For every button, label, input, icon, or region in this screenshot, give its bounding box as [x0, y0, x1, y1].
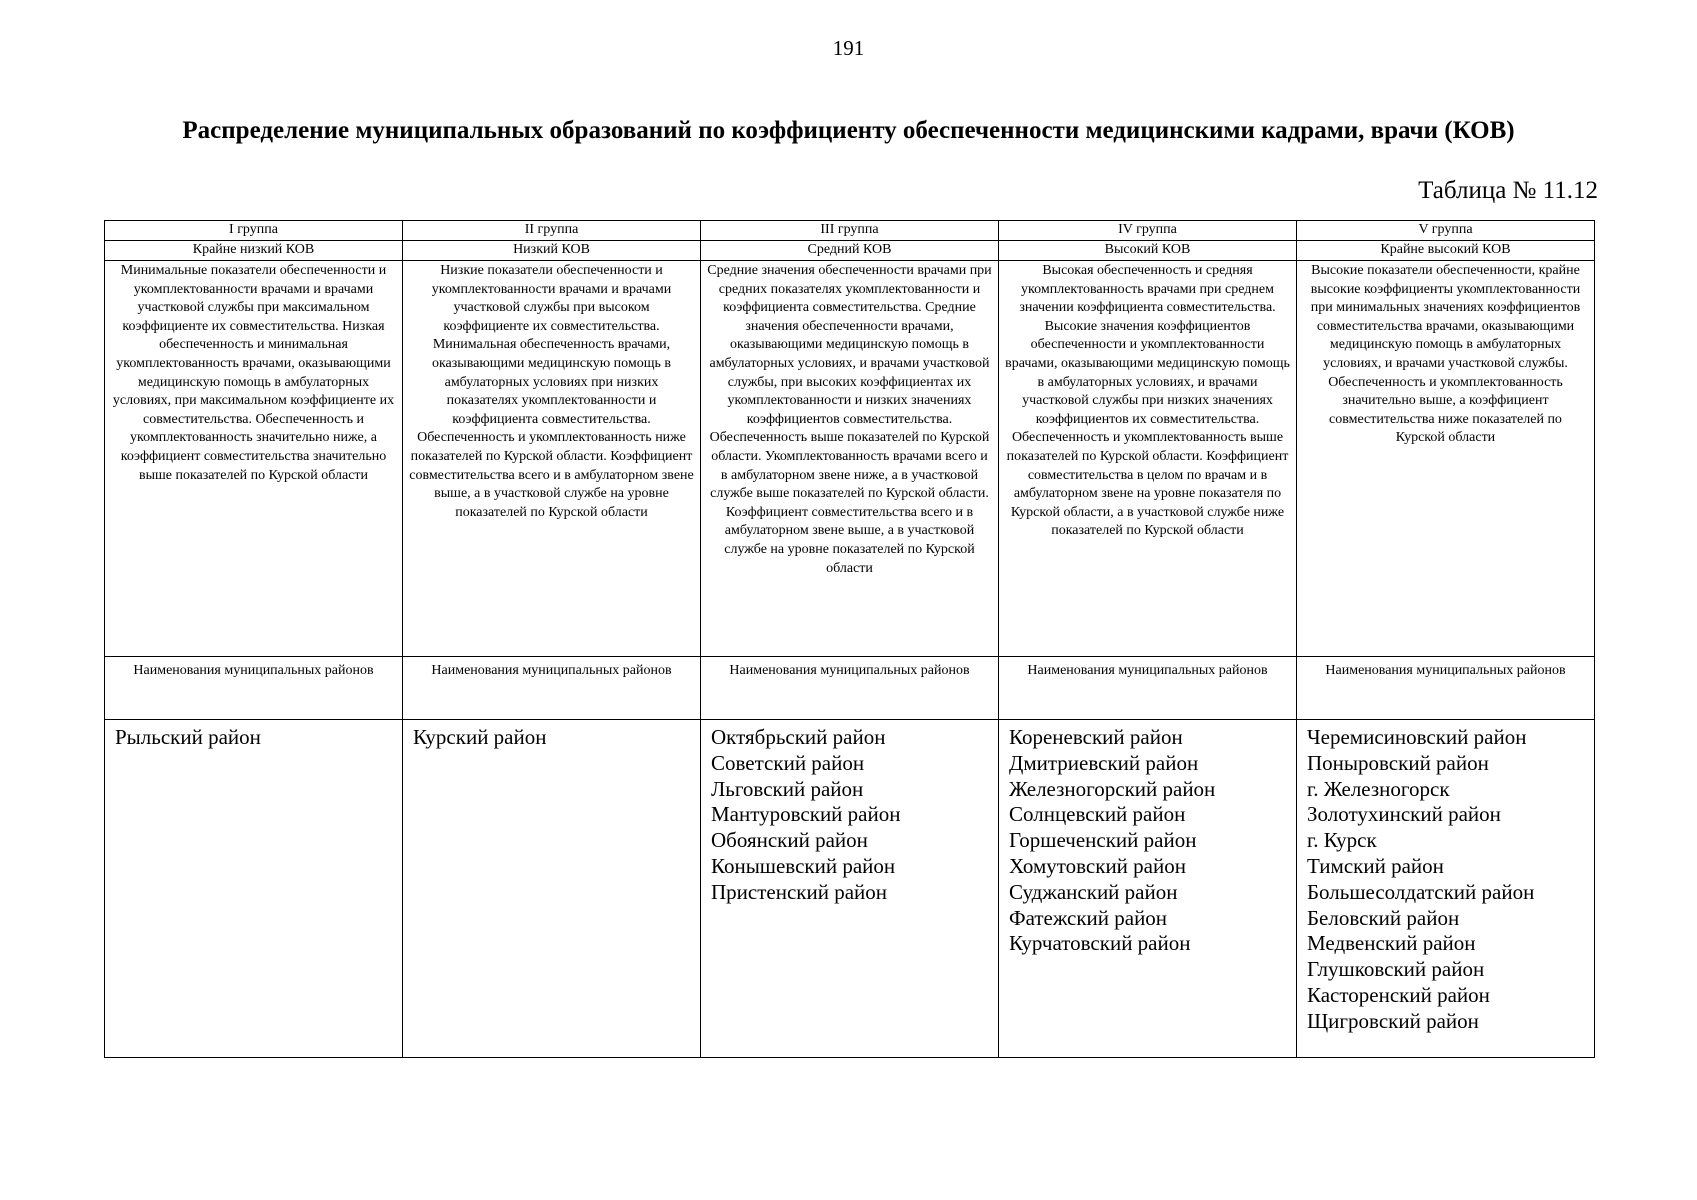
district-name: Поныровский район [1307, 750, 1489, 775]
district-name: Черемисиновский район [1307, 725, 1527, 749]
names-header-cell: Наименования муниципальных районов [701, 657, 999, 720]
group-header-cell: I группа [105, 221, 403, 241]
group-header-row [105, 221, 1595, 241]
level-header-cell: Высокий КОВ [999, 241, 1297, 261]
names-header-cell: Наименования муниципальных районов [403, 657, 701, 720]
district-name: Пристенский район [711, 879, 888, 904]
district-name: Глушковский район [1307, 957, 1485, 982]
distribution-table [104, 220, 1595, 1058]
district-name: Советский район [711, 750, 865, 775]
district-list-cell [701, 720, 999, 1058]
level-header-row [105, 241, 1595, 261]
document-title: Распределение муниципальных образований по коэффициенту обеспеченности медицинскими кадрами, врачи (КОВ) [182, 117, 1515, 144]
district-name: Кореневский район [1009, 725, 1183, 749]
names-header-cell: Наименования муниципальных районов [105, 657, 403, 720]
names-header-cell: Наименования муниципальных районов [999, 657, 1297, 720]
district-name: Большесолдатский район [1307, 879, 1535, 904]
district-name: Тимский район [1307, 853, 1444, 878]
description-cell: Высокая обеспеченность и средняя укомплектованность врачами при среднем значении коэффициента совместительства. Высокие значения коэффициентов обеспеченности и укомплектованности врачами, оказывающими медицинскую помощь в амбулаторных условиях, и врачами участковой службы при низких значениях коэффициентов их совместительства. Обеспеченность и укомплектованность выше показателей по Курской области. Коэффициент совместительства в целом по врачам и в амбулаторном звене на уровне показателя по Курской области, а в участковой службе ниже показателей по Курской области [999, 261, 1297, 657]
district-list-cell [403, 720, 701, 1058]
group-header-cell: IV группа [999, 221, 1297, 241]
districts-row [105, 720, 1595, 1058]
group-header-cell: II группа [403, 221, 701, 241]
district-name: Курчатовский район [1009, 931, 1191, 956]
group-header-cell: V группа [1297, 221, 1595, 241]
level-header-cell: Низкий КОВ [403, 241, 701, 261]
district-list-cell [1297, 720, 1595, 1058]
level-header-cell: Средний КОВ [701, 241, 999, 261]
district-name: Медвенский район [1307, 931, 1476, 956]
description-cell: Низкие показатели обеспеченности и укомплектованности врачами и врачами участковой службы при высоком коэффициенте их совместительства. Минимальная обеспеченность врачами, оказывающими медицинскую помощь в амбулаторных условиях при низких показателях укомплектованности и коэффициента совместительства. Обеспеченность и укомплектованность ниже показателей по Курской области. Коэффициент совместительства всего и в амбулаторном звене выше, а в участковой службе на уровне показателей по Курской области [403, 261, 701, 657]
district-name: Дмитриевский район [1009, 750, 1199, 775]
group-header-cell: III группа [701, 221, 999, 241]
district-name: Мантуровский район [711, 802, 901, 827]
description-cell: Средние значения обеспеченности врачами при средних показателях укомплектованности и коэффициента совместительства. Средние значения обеспеченности врачами, оказывающими медицинскую помощь в амбулаторных условиях, и врачами участковой службы, при высоких коэффициентах их укомплектованности и низких значениях коэффициентов совместительства. Обеспеченность выше показателей по Курской области. Укомплектованность врачами всего и в амбулаторном звене ниже, а в участковой службе выше показателей по Курской области. Коэффициент совместительства всего и в амбулаторном звене выше, а в участковой службе на уровне показателей по Курской области [701, 261, 999, 657]
district-name: Железногорский район [1009, 776, 1216, 801]
district-name: Рыльский район [115, 725, 261, 749]
district-name: Конышевский район [711, 853, 896, 878]
district-name: Октябрьский район [711, 725, 886, 749]
district-list-cell [999, 720, 1297, 1058]
district-name: г. Железногорск [1307, 776, 1450, 801]
district-name: Суджанский район [1009, 879, 1178, 904]
district-name: Золотухинский район [1307, 802, 1501, 827]
description-row [105, 261, 1595, 657]
district-name: Фатежский район [1009, 905, 1168, 930]
district-name: Касторенский район [1307, 982, 1490, 1007]
district-name: Горшеченский район [1009, 828, 1197, 853]
names-header-row [105, 657, 1595, 720]
district-name: Солнцевский район [1009, 802, 1186, 827]
district-name: Хомутовский район [1009, 853, 1186, 878]
district-name: г. Курск [1307, 828, 1377, 853]
table-label: Таблица № 11.12 [1418, 177, 1598, 204]
description-cell: Минимальные показатели обеспеченности и укомплектованности врачами и врачами участковой службы при максимальном коэффициенте их совместительства. Низкая обеспеченность и минимальная укомплектованность врачами, оказывающими медицинскую помощь в амбулаторных условиях, при максимальном коэффициенте их совместительства. Обеспеченность и укомплектованность значительно ниже, а коэффициент совместительства значительно выше показателей по Курской области [105, 261, 403, 657]
district-list-cell [105, 720, 403, 1058]
level-header-cell: Крайне низкий КОВ [105, 241, 403, 261]
description-cell: Высокие показатели обеспеченности, крайне высокие коэффициенты укомплектованности при минимальных значениях коэффициентов совместительства врачами, оказывающими медицинскую помощь в амбулаторных условиях, и врачами участковой службы. Обеспеченность и укомплектованность значительно выше, а коэффициент совместительства ниже показателей по Курской области [1297, 261, 1595, 657]
district-name: Льговский район [711, 776, 864, 801]
district-name: Беловский район [1307, 905, 1460, 930]
page-number: 191 [832, 36, 865, 60]
district-name: Щигровский район [1307, 1008, 1479, 1033]
district-name: Курский район [413, 725, 547, 749]
level-header-cell: Крайне высокий КОВ [1297, 241, 1595, 261]
district-name: Обоянский район [711, 828, 868, 853]
names-header-cell: Наименования муниципальных районов [1297, 657, 1595, 720]
